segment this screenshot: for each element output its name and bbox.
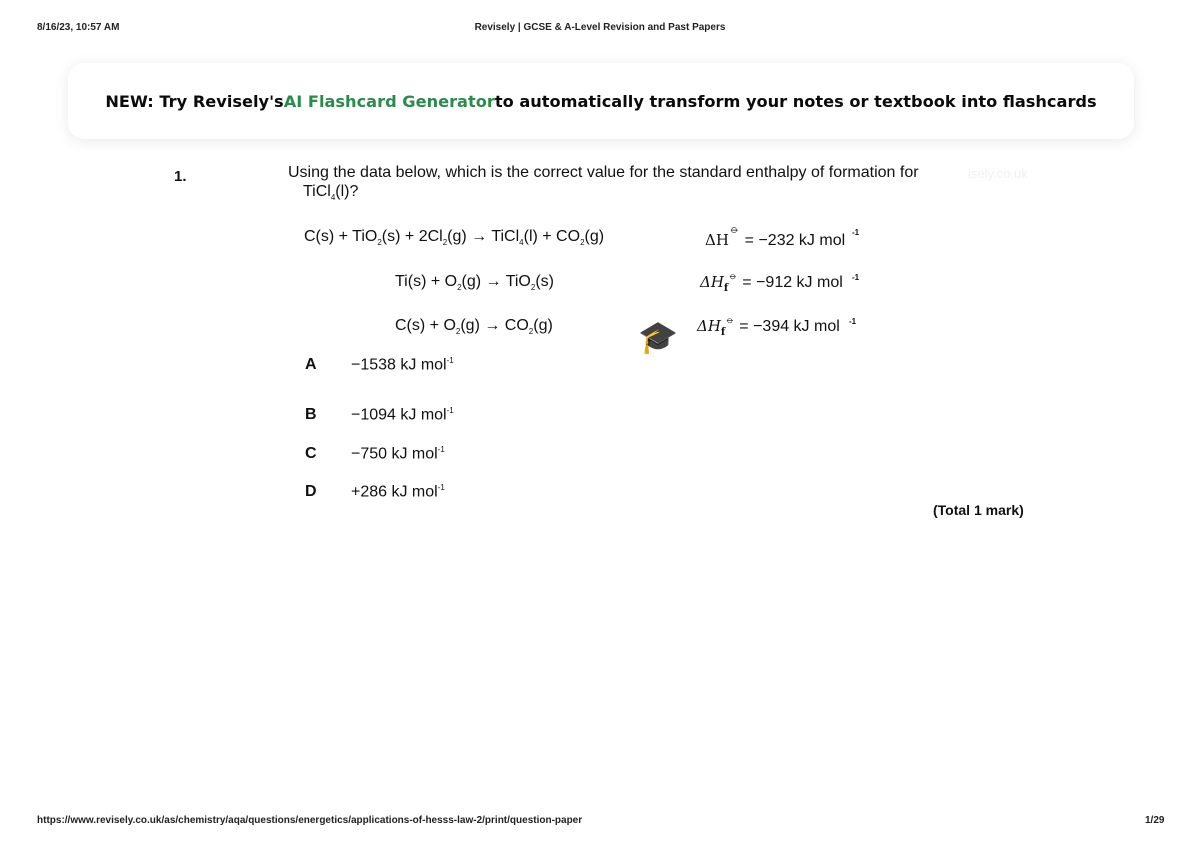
- question-stem-line1: Using the data below, which is the correct value for the standard enthalpy of formation for: [288, 164, 919, 181]
- total-marks: (Total 1 mark): [933, 502, 1024, 518]
- option-b-letter[interactable]: B: [305, 406, 317, 423]
- enthalpy-1: ΔH⦵ = −232 kJ mol: [705, 222, 846, 249]
- option-b-text[interactable]: −1094 kJ mol$^{-1}$: [351, 406, 454, 424]
- option-a-letter[interactable]: A: [305, 356, 317, 373]
- enthalpy-2-unit-exponent: -1: [852, 273, 860, 282]
- footer-url: https://www.revisely.co.uk/as/chemistry/aqa/questions/energetics/applications-of-hesss-law-2/print/question-paper: [37, 815, 583, 826]
- footer-page-number: 1/29: [1145, 815, 1165, 826]
- ai-flashcard-generator-link[interactable]: AI Flashcard Generator: [283, 91, 495, 111]
- graduation-cap-watermark-icon: 🎓: [638, 319, 678, 355]
- banner-suffix: to automatically transform your notes or textbook into flashcards: [494, 91, 1097, 111]
- enthalpy-1-unit-exponent: -1: [852, 228, 860, 237]
- enthalpy-3: $\Delta H_f^⦵ = -394$ kJ mol: [697, 313, 840, 338]
- equation-1: $C(s) + TiO_2(s) + 2Cl_2(g)$ → TiCl$_4$(l) + $CO_2(g)$: [304, 228, 605, 248]
- equation-2: $Ti(s) + O_2(g) \to TiO_2(s)$: [395, 273, 554, 293]
- option-c-letter[interactable]: C: [305, 445, 317, 462]
- question-number: 1.: [174, 168, 187, 185]
- option-d-text[interactable]: +286 kJ mol$^{-1}$: [351, 483, 445, 501]
- print-date: 8/16/23, 10:57 AM: [37, 22, 120, 33]
- option-c-text[interactable]: −750 kJ mol$^{-1}$: [351, 445, 445, 463]
- option-a-text[interactable]: −1538 kJ mol$^{-1}$: [351, 356, 454, 374]
- banner-prefix: NEW: Try Revisely's: [105, 91, 284, 111]
- ai-flashcard-banner[interactable]: [68, 63, 1134, 139]
- watermark-text: isely.co.uk: [968, 166, 1028, 181]
- question-stem-line2: TiCl$_4$(l)?: [303, 183, 359, 203]
- enthalpy-2: $\Delta H_f^⦵ = -912$ kJ mol: [700, 269, 843, 294]
- enthalpy-3-unit-exponent: -1: [849, 317, 857, 326]
- print-title: Revisely | GCSE & A-Level Revision and Past Papers: [474, 22, 726, 33]
- question-stem: [288, 163, 1008, 207]
- option-d-letter[interactable]: D: [305, 483, 317, 500]
- equation-3: $C(s) + O_2(g) \to CO_2(g)$: [395, 317, 553, 337]
